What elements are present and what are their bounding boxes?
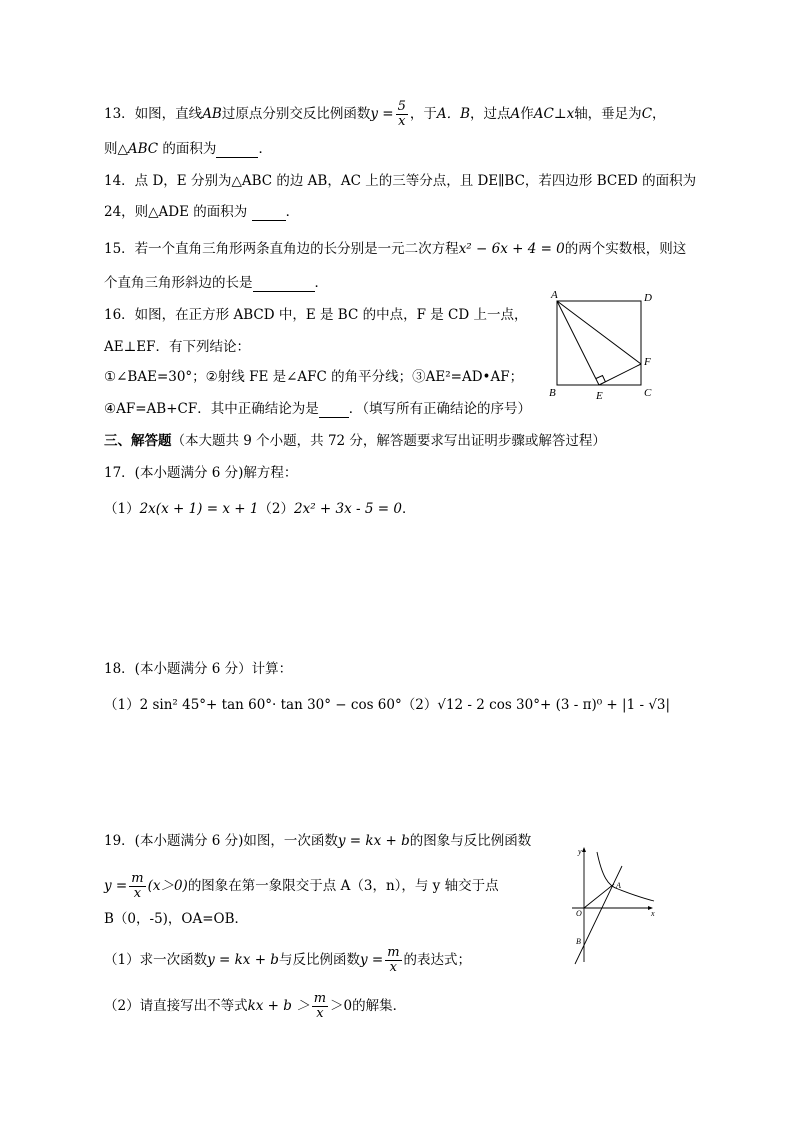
label-a: A (616, 881, 621, 890)
label-o: O (576, 909, 582, 918)
label-a: A (551, 289, 558, 301)
q13-text: 则△ (104, 141, 128, 157)
q14-end: ． (285, 204, 300, 220)
q13-ab: AB (202, 106, 222, 122)
q13-text: ，于 (409, 106, 437, 122)
q17-text: 17．(本小题满分 6 分)解方程： (104, 465, 298, 481)
q13-end: ． (258, 141, 272, 157)
line-y-kx-b (575, 866, 622, 964)
answer-blank (253, 277, 315, 292)
q14-line1 (104, 172, 696, 190)
q13-c: C (641, 106, 653, 122)
q16-line4 (104, 400, 531, 418)
q15-text: 的两个实数根，则这 (564, 241, 687, 257)
q18-part1-label: （1） (104, 697, 140, 713)
q16-line1 (104, 306, 527, 324)
q19-text: 19．(本小题满分 6 分)如图，一次函数 (104, 833, 338, 849)
q19-condition: (x＞0) (147, 878, 188, 894)
q19-linear-eq: y = kx + b (337, 833, 410, 849)
frac-numerator: 5 (397, 99, 406, 114)
q15-line1 (104, 240, 686, 258)
q13-number: 13． (104, 106, 135, 122)
q16-text: ①∠BAE=30°；②射线 FE 是∠AFC 的角平分线；③AE²=AD•AF； (104, 369, 524, 385)
square-abcd (557, 301, 641, 385)
q18-part2-expression: √12 - 2 cos 30°+ (3 - π)⁰ + |1 - √3| (437, 697, 671, 713)
q19-part1 (104, 946, 471, 975)
q13-text: 轴，垂足为 (574, 106, 642, 122)
q13-abc: ABC (127, 141, 159, 157)
q13-text: ，过点 (470, 106, 511, 122)
segment-oa (584, 884, 614, 908)
q16-line2 (104, 338, 250, 356)
q17-part1-equation: 2x(x + 1) = x + 1 (139, 501, 259, 517)
segment-ae (557, 301, 599, 385)
q19-fraction (312, 992, 328, 1021)
label-b: B (576, 937, 581, 946)
q19-fraction (385, 946, 401, 975)
q14-text: 24，则△ADE 的面积为 (104, 204, 252, 220)
q19-text: 的图象与反比例函数 (409, 833, 532, 849)
q17-parts (104, 500, 415, 518)
square-figure (540, 286, 665, 404)
q19-text: 的解集． (352, 998, 407, 1014)
q17-part2-label: （2） (258, 501, 295, 517)
q19-text: 与反比例函数 (278, 952, 360, 968)
section-note: （本大题共 9 个小题，共 72 分，解答题要求写出证明步骤或解答过程） (171, 433, 606, 449)
frac-denominator: x (316, 1006, 324, 1021)
label-x: x (651, 909, 655, 918)
q13-acx: AC⊥x (533, 106, 575, 122)
q19-text: 的表达式； (403, 952, 472, 968)
answer-blank (216, 143, 258, 158)
q14-line2 (104, 203, 299, 221)
q19-inequality: kx + b ＞ (247, 998, 310, 1014)
q13-text: 的面积为 (158, 141, 217, 157)
q19-line3 (104, 910, 248, 928)
section-title: 三、解答题 (104, 433, 172, 449)
q17-part2-equation: 2x² + 3x - 5 = 0 (294, 501, 402, 517)
q13-a: A (510, 106, 521, 122)
q18-text: 18．(本小题满分 6 分）计算： (104, 661, 293, 677)
q19-text: （2）请直接写出不等式 (104, 998, 248, 1014)
q15-text: 15．若一个直角三角形两条直角边的长分别是一元二次方程 (104, 241, 459, 257)
q19-line1 (104, 832, 531, 850)
q19-text: B（0，-5)，OA=OB． (104, 911, 249, 927)
q19-part2 (104, 992, 406, 1021)
q18-part2-label: （2） (401, 697, 438, 713)
label-f: F (644, 356, 651, 368)
q17-part1-label: （1） (104, 501, 140, 517)
label-c: C (644, 387, 652, 399)
q19-line2 (104, 872, 499, 901)
q19-linear-eq: y = kx + b (207, 952, 279, 968)
segment-af (557, 301, 641, 364)
frac-denominator: x (389, 960, 398, 975)
q13-fraction (396, 100, 408, 129)
frac-numerator: m (387, 945, 400, 960)
q13-text: 作 (520, 106, 534, 122)
q17-head (104, 464, 297, 482)
function-graph-figure (560, 842, 660, 966)
q13-text: 过原点分别交反比例函数 (221, 106, 371, 122)
frac-denominator: x (398, 114, 406, 129)
q19-y: y = (104, 878, 128, 894)
q18-parts (104, 696, 670, 714)
q15-end: ． (314, 275, 328, 291)
q17-end: ． (401, 501, 416, 517)
q13-y: y = (370, 106, 394, 122)
q13-line1 (104, 100, 666, 129)
label-b: B (549, 387, 556, 399)
q16-text: ④AF=AB+CF．其中正确结论为是 (104, 401, 319, 417)
q13-text: 如图，直线 (134, 106, 203, 122)
q16-line3 (104, 368, 523, 386)
section-heading (104, 432, 606, 450)
q14-text: 14．点 D，E 分别为△ABC 的边 AB，AC 上的三等分点，且 DE∥BC，若四边形 BCED 的面积为 (104, 173, 697, 189)
answer-blank (319, 403, 349, 418)
q13-text: ， (652, 106, 666, 122)
frac-denominator: x (133, 886, 142, 901)
hyperbola-curve (597, 852, 654, 901)
q13-points: A．B (436, 106, 471, 122)
label-y: y (578, 847, 582, 856)
q19-text: 的图象在第一象限交于点 A（3，n），与 y 轴交于点 (187, 878, 499, 894)
q15-text: 个直角三角形斜边的长是 (104, 275, 253, 291)
q13-line2 (104, 140, 272, 158)
label-d: D (644, 292, 652, 304)
q19-gt-zero: ＞0 (330, 998, 353, 1014)
y-axis-arrow (582, 847, 586, 852)
q16-text: AE⊥EF．有下列结论： (104, 339, 251, 355)
q19-y: y = (359, 952, 384, 968)
label-e: E (596, 390, 603, 402)
q19-fraction (129, 872, 145, 901)
q16-text: 16．如图，在正方形 ABCD 中，E 是 BC 的中点，F 是 CD 上一点， (104, 307, 528, 323)
q16-text: ．（填写所有正确结论的序号） (348, 401, 531, 417)
q18-part1-expression: 2 sin² 45°+ tan 60°· tan 30° − cos 60° (139, 697, 402, 713)
frac-numerator: m (131, 871, 144, 886)
q18-head (104, 660, 292, 678)
frac-numerator: m (313, 991, 327, 1006)
q19-text: （1）求一次函数 (104, 952, 208, 968)
q15-equation: x² − 6x + 4 = 0 (458, 241, 565, 257)
answer-blank (252, 206, 286, 221)
q15-line2 (104, 274, 328, 292)
